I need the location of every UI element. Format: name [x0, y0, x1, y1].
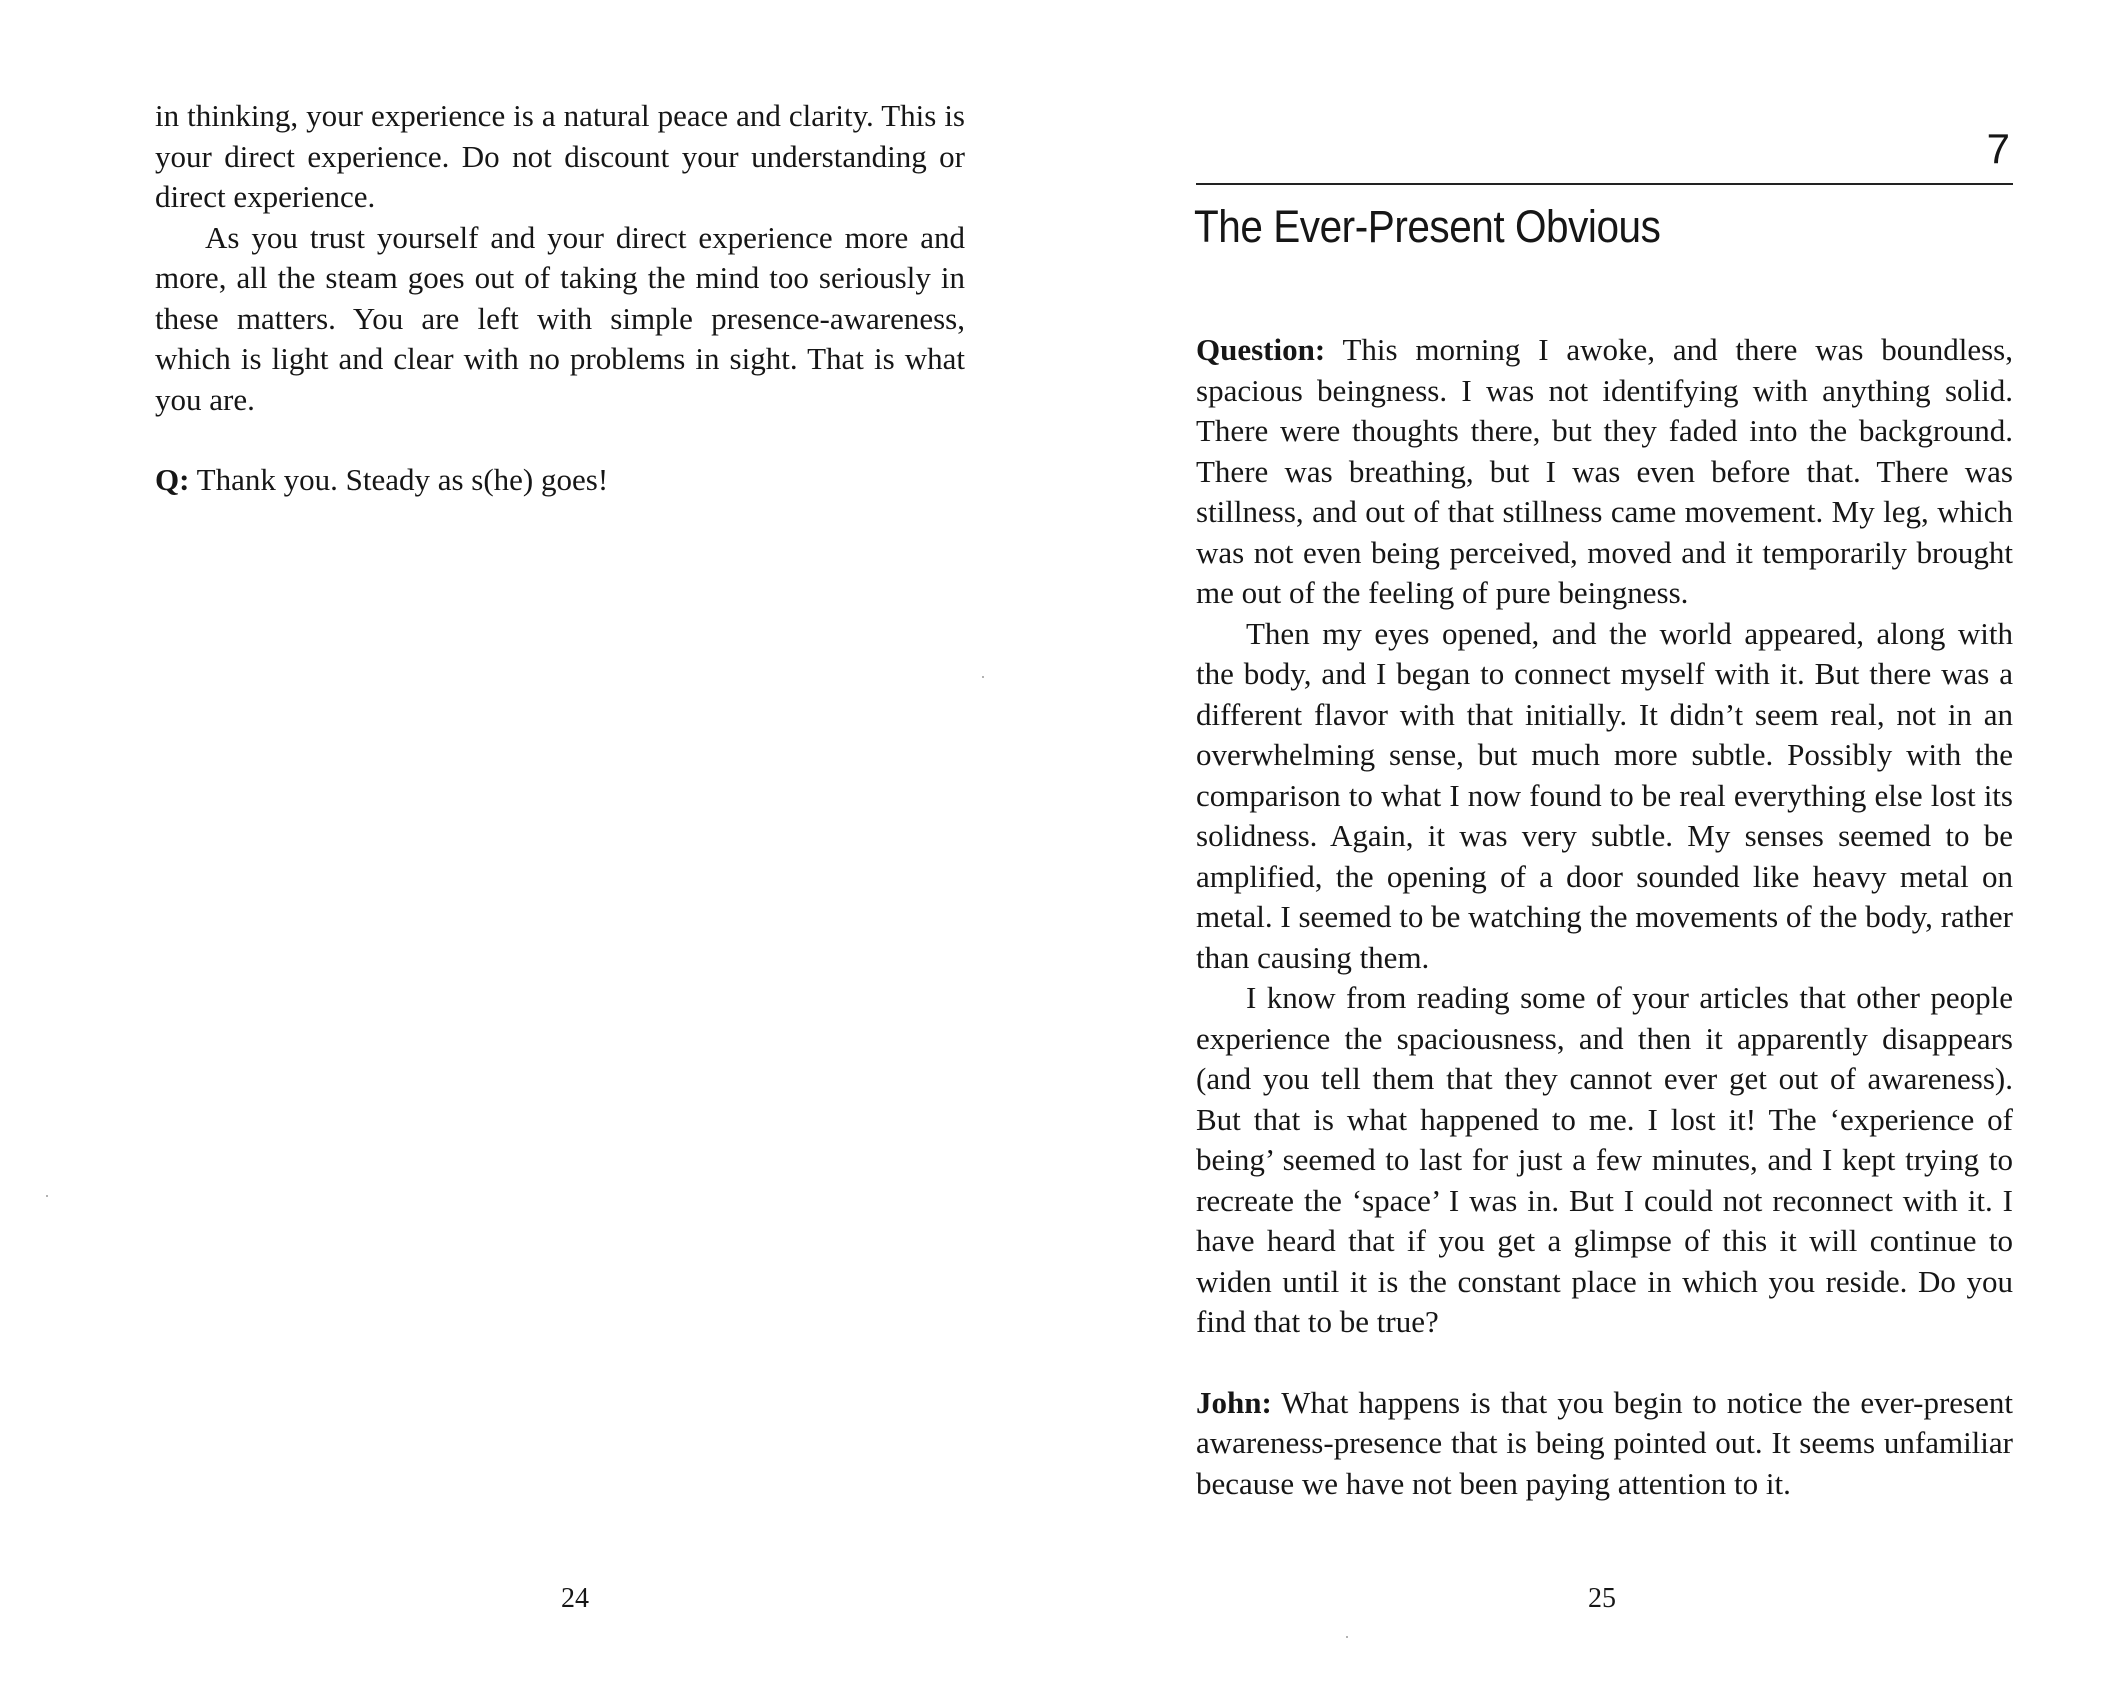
paragraph: in thinking, your experience is a natural peace and clarity. This is your direct experience. Do not discount your understanding or direct experience. — [155, 98, 965, 214]
page-number: 25 — [1588, 1583, 1616, 1614]
right-page-text — [1196, 330, 2013, 1504]
chapter-title: The Ever-Present Obvious — [1194, 201, 1661, 252]
paragraph-text: Thank you. Steady as s(he) goes! — [196, 462, 609, 497]
scan-speck — [46, 1195, 48, 1197]
speaker-label: Q: — [155, 462, 190, 497]
paragraph-text: This morning I awoke, and there was boundless, spacious beingness. I was not identifying with anything solid. There were thoughts there, but they faded into the background. There was breathing, but I was even before that. There was stillness, and out of that stillness came movement. My leg, which was not even being perceived, moved and it temporarily brought me out of the feeling of pure beingness. — [1196, 332, 2013, 610]
left-page-text — [155, 96, 965, 501]
paragraph — [155, 460, 965, 501]
page-number: 24 — [561, 1583, 589, 1614]
chapter-rule — [1196, 183, 2013, 185]
scan-speck — [1346, 1636, 1348, 1638]
speaker-label: Question: — [1196, 332, 1326, 367]
paragraph: I know from reading some of your articles that other people experience the spaciousness, and then it apparently disappears (and you tell them that they cannot ever get out of awareness). But that is what happened to me. I lost it! The ‘experience of being’ seemed to last for just a few minutes, and I kept trying to recreate the ‘space’ I was in. But I could not reconnect with it. I have heard that if you get a glimpse of this it will continue to widen until it is the constant place in which you reside. Do you find that to be true? — [1196, 980, 2013, 1339]
scan-speck — [982, 676, 984, 678]
paragraph: Then my eyes opened, and the world appeared, along with the body, and I began to connect myself with it. But there was a different flavor with that initially. It didn’t seem real, not in an overwhelming sense, but much more subtle. Possibly with the comparison to what I now found to be real everything else lost its solidness. Again, it was very subtle. My senses seemed to be amplified, the opening of a door sounded like heavy metal on metal. I seemed to be watching the movements of the body, rather than causing them. — [1196, 615, 2013, 975]
paragraph: As you trust yourself and your direct experience more and more, all the steam goes out of taking the mind too seriously in these matters. You are left with simple presence-awareness, which is light and clear with no problems in sight. That is what you are. — [155, 219, 965, 417]
speaker-label: John: — [1196, 1384, 1272, 1420]
paragraph-text: What happens is that you begin to notice the ever-present awareness-presence that is being pointed out. It seems unfamiliar because we have not been paying attention to it. — [1196, 1384, 2013, 1501]
paragraph — [1196, 330, 2013, 614]
right-page — [1056, 0, 2112, 1692]
chapter-number: 7 — [1986, 125, 2010, 172]
paragraph — [1196, 1383, 2013, 1505]
